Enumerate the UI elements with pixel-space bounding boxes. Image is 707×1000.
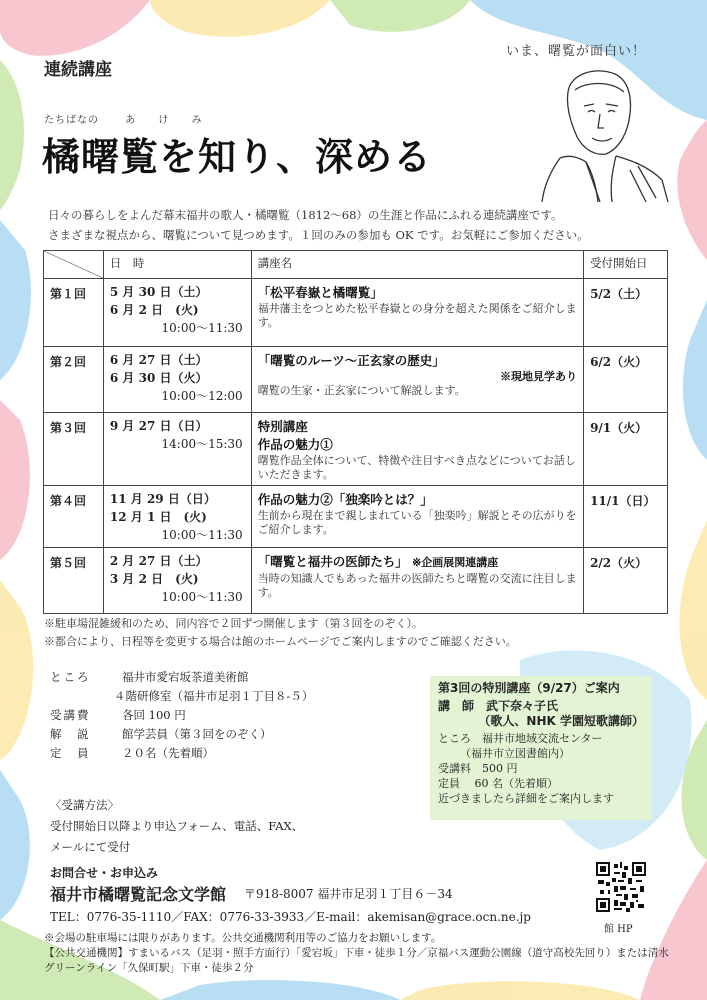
special-affiliation: （歌人、NHK 学園短歌講師）: [478, 714, 644, 728]
intro-line-1: 日々の暮らしをよんだ幕末福井の歌人・橘曙覧（1812～68）の生涯と作品にふれる連続講座です。: [48, 208, 563, 222]
intro-text: [48, 205, 668, 245]
row-lecture: [251, 279, 583, 347]
footer-notes: [44, 931, 674, 976]
place-value: 福井市愛宕坂茶道美術館: [122, 670, 249, 684]
row-number: 第３回: [44, 413, 104, 486]
lecture-subtitle: 作品の魅力①: [257, 437, 333, 452]
place-label: ところ: [50, 670, 91, 684]
row-date-2: 3 月 2 日 (火): [109, 572, 199, 586]
note-parking: ※駐車場混雑緩和のため、同内容で２回ずつ開催します（第３回をのぞく）。: [44, 617, 424, 630]
intro-line-2: さまざまな視点から、曙覧について見つめます。１回のみの参加も OK です。お気軽にご参加ください。: [48, 228, 589, 242]
lecture-title: 「曙覧のルーツ～正玄家の歴史」: [257, 353, 445, 368]
table-header-corner: [44, 251, 104, 279]
row-number: 第５回: [44, 548, 104, 614]
row-time: 10:00～11:30: [161, 321, 243, 335]
special-title: 第3回の特別講座（9/27）ご案内: [438, 681, 620, 695]
portrait-illustration: [520, 62, 670, 202]
qr-code-icon[interactable]: [596, 862, 646, 912]
row-dates: [103, 279, 251, 347]
row-date-1: 11 月 29 日（日）: [109, 492, 216, 506]
apply-line-1: 受付開始日以降より申込フォーム、電話、FAX、: [50, 819, 304, 833]
info-fee: [50, 706, 313, 725]
capacity-value: ２０名（先着順）: [122, 746, 214, 760]
schedule-notes: [44, 615, 517, 651]
lecture-title: 「曙覧と福井の医師たち」: [257, 554, 408, 569]
row-dates: [103, 413, 251, 486]
contact-tel-fax-email[interactable]: TEL：0776-35-1110／FAX：0776-33-3933／E-mail：akemisan@grace.ocn.ne.jp: [50, 910, 531, 924]
row-dates: [103, 486, 251, 548]
table-header-title: 講座名: [251, 251, 583, 279]
ruby-ke: け: [158, 115, 170, 126]
fee-value: 各回 100 円: [122, 708, 186, 722]
lecture-note: ※企画展関連講座: [412, 556, 499, 569]
row-time: 14:00～15:30: [161, 437, 243, 451]
row-date-1: 9 月 27 日（日）: [109, 419, 208, 433]
row-date-1: 5 月 30 日（土）: [109, 285, 208, 299]
info-capacity: [50, 744, 313, 763]
qr-caption: 館 HP: [604, 924, 633, 935]
fee-label: 受講費: [50, 708, 91, 722]
page-title: 橘曙覧を知り、深める: [42, 135, 433, 179]
museum-address: 〒918-8007 福井市足羽１丁目６－34: [244, 887, 453, 901]
special-lecturer: 講 師 武下奈々子氏: [438, 699, 559, 713]
special-lecture-box: [430, 676, 652, 820]
schedule-table: [43, 250, 668, 614]
footer-parking-note: ※会場の駐車場には限りがあります。公共交通機関利用等のご協力をお願いします。: [44, 932, 442, 944]
row-lecture: [251, 548, 583, 614]
table-row: [44, 279, 668, 347]
lecture-desc: 生前から現在まで親しまれている「独楽吟」解説とその広がりをご紹介します。: [257, 509, 577, 536]
lecture-desc: 当時の知識人でもあった福井の医師たちと曙覧の交流に注目します。: [257, 572, 577, 599]
lecture-desc: 福井藩主をつとめた松平春嶽との身分を超えた関係をご紹介します。: [257, 302, 577, 329]
info-lecturer: [50, 725, 313, 744]
row-start-date: 5/2（土）: [584, 279, 668, 347]
info-place: [50, 668, 313, 687]
row-time: 10:00～11:30: [161, 528, 243, 542]
row-start-date: 11/1（日）: [584, 486, 668, 548]
apply-line-2: メールにて受付: [50, 840, 131, 854]
lecturer-label: 解 説: [50, 727, 91, 741]
special-capacity: 定員 60 名（先着順）: [438, 777, 558, 790]
table-header-date: 日 時: [103, 251, 251, 279]
special-more-info: 近づきましたら詳細をご案内します: [438, 792, 614, 805]
tagline: いま、曙覧が面白い！: [506, 44, 647, 59]
lecture-desc: 曙覧作品全体について、特徴や注目すべき点などについてお話しいただきます。: [257, 454, 576, 481]
capacity-label: 定 員: [50, 746, 91, 760]
note-schedule-change: ※都合により、日程等を変更する場合は館のホームページでご案内しますのでご確認ください。: [44, 635, 517, 648]
title-ruby: [44, 111, 203, 126]
table-header-row: [44, 251, 668, 279]
ruby-a: あ: [125, 115, 137, 126]
ruby-mi: み: [191, 115, 203, 126]
application-method: [50, 795, 303, 858]
lecture-title-line: [258, 553, 577, 572]
lecturer-value: 館学芸員（第３回をのぞく）: [122, 727, 272, 741]
special-fee: 受講料 500 円: [438, 762, 518, 775]
row-date-2: 12 月 1 日 (火): [109, 510, 207, 524]
row-lecture: [251, 347, 583, 413]
lecture-title: 作品の魅力②「独楽吟とは？」: [257, 492, 433, 507]
place-room: ４階研修室（福井市足羽１丁目８-５）: [114, 689, 314, 703]
museum-name: 福井市橘曙覧記念文学館: [50, 885, 227, 904]
row-date-2: 6 月 30 日（火）: [109, 371, 208, 385]
lecture-note: ※現地見学あり: [500, 370, 578, 383]
row-date-1: 6 月 27 日（土）: [109, 353, 208, 367]
table-row: [44, 486, 668, 548]
row-date-2: 6 月 2 日 (火): [109, 303, 199, 317]
row-start-date: 2/2（火）: [584, 548, 668, 614]
footer-transit-info: 【公共交通機関】すまいるバス（足羽・照手方面行）「愛宕坂」下車・徒歩１分／京福バス運動公園線（道守高校先回り）または清水グリーンライン「久保町駅」下車・徒歩２分: [44, 947, 669, 974]
row-time: 10:00～11:30: [161, 590, 243, 604]
apply-heading: 〈受講方法〉: [50, 798, 119, 812]
table-row: [44, 413, 668, 486]
row-start-date: 6/2（火）: [584, 347, 668, 413]
row-number: 第２回: [44, 347, 104, 413]
row-date-1: 2 月 27 日（土）: [109, 554, 208, 568]
special-place-2: （福井市立図書館内）: [460, 747, 570, 760]
row-dates: [103, 548, 251, 614]
lecture-title: 特別講座: [257, 419, 308, 434]
row-lecture: [251, 486, 583, 548]
row-dates: [103, 347, 251, 413]
lecture-desc: 曙覧の生家・正玄家について解説します。: [257, 384, 466, 397]
info-block: [50, 668, 313, 763]
row-number: 第１回: [44, 279, 104, 347]
table-row: [44, 548, 668, 614]
special-place: ところ 福井市地域交流センター: [438, 732, 603, 745]
series-label: 連続講座: [44, 60, 112, 80]
row-lecture: [251, 413, 583, 486]
row-number: 第４回: [44, 486, 104, 548]
row-start-date: 9/1（火）: [584, 413, 668, 486]
ruby-tachibana: たちばなの: [44, 115, 99, 126]
table-row: [44, 347, 668, 413]
lecture-title: 「松平春嶽と橘曙覧」: [257, 285, 383, 300]
contact-heading: お問合せ・お申込み: [50, 866, 159, 880]
table-header-start: 受付開始日: [584, 251, 668, 279]
row-time: 10:00～12:00: [161, 389, 243, 403]
